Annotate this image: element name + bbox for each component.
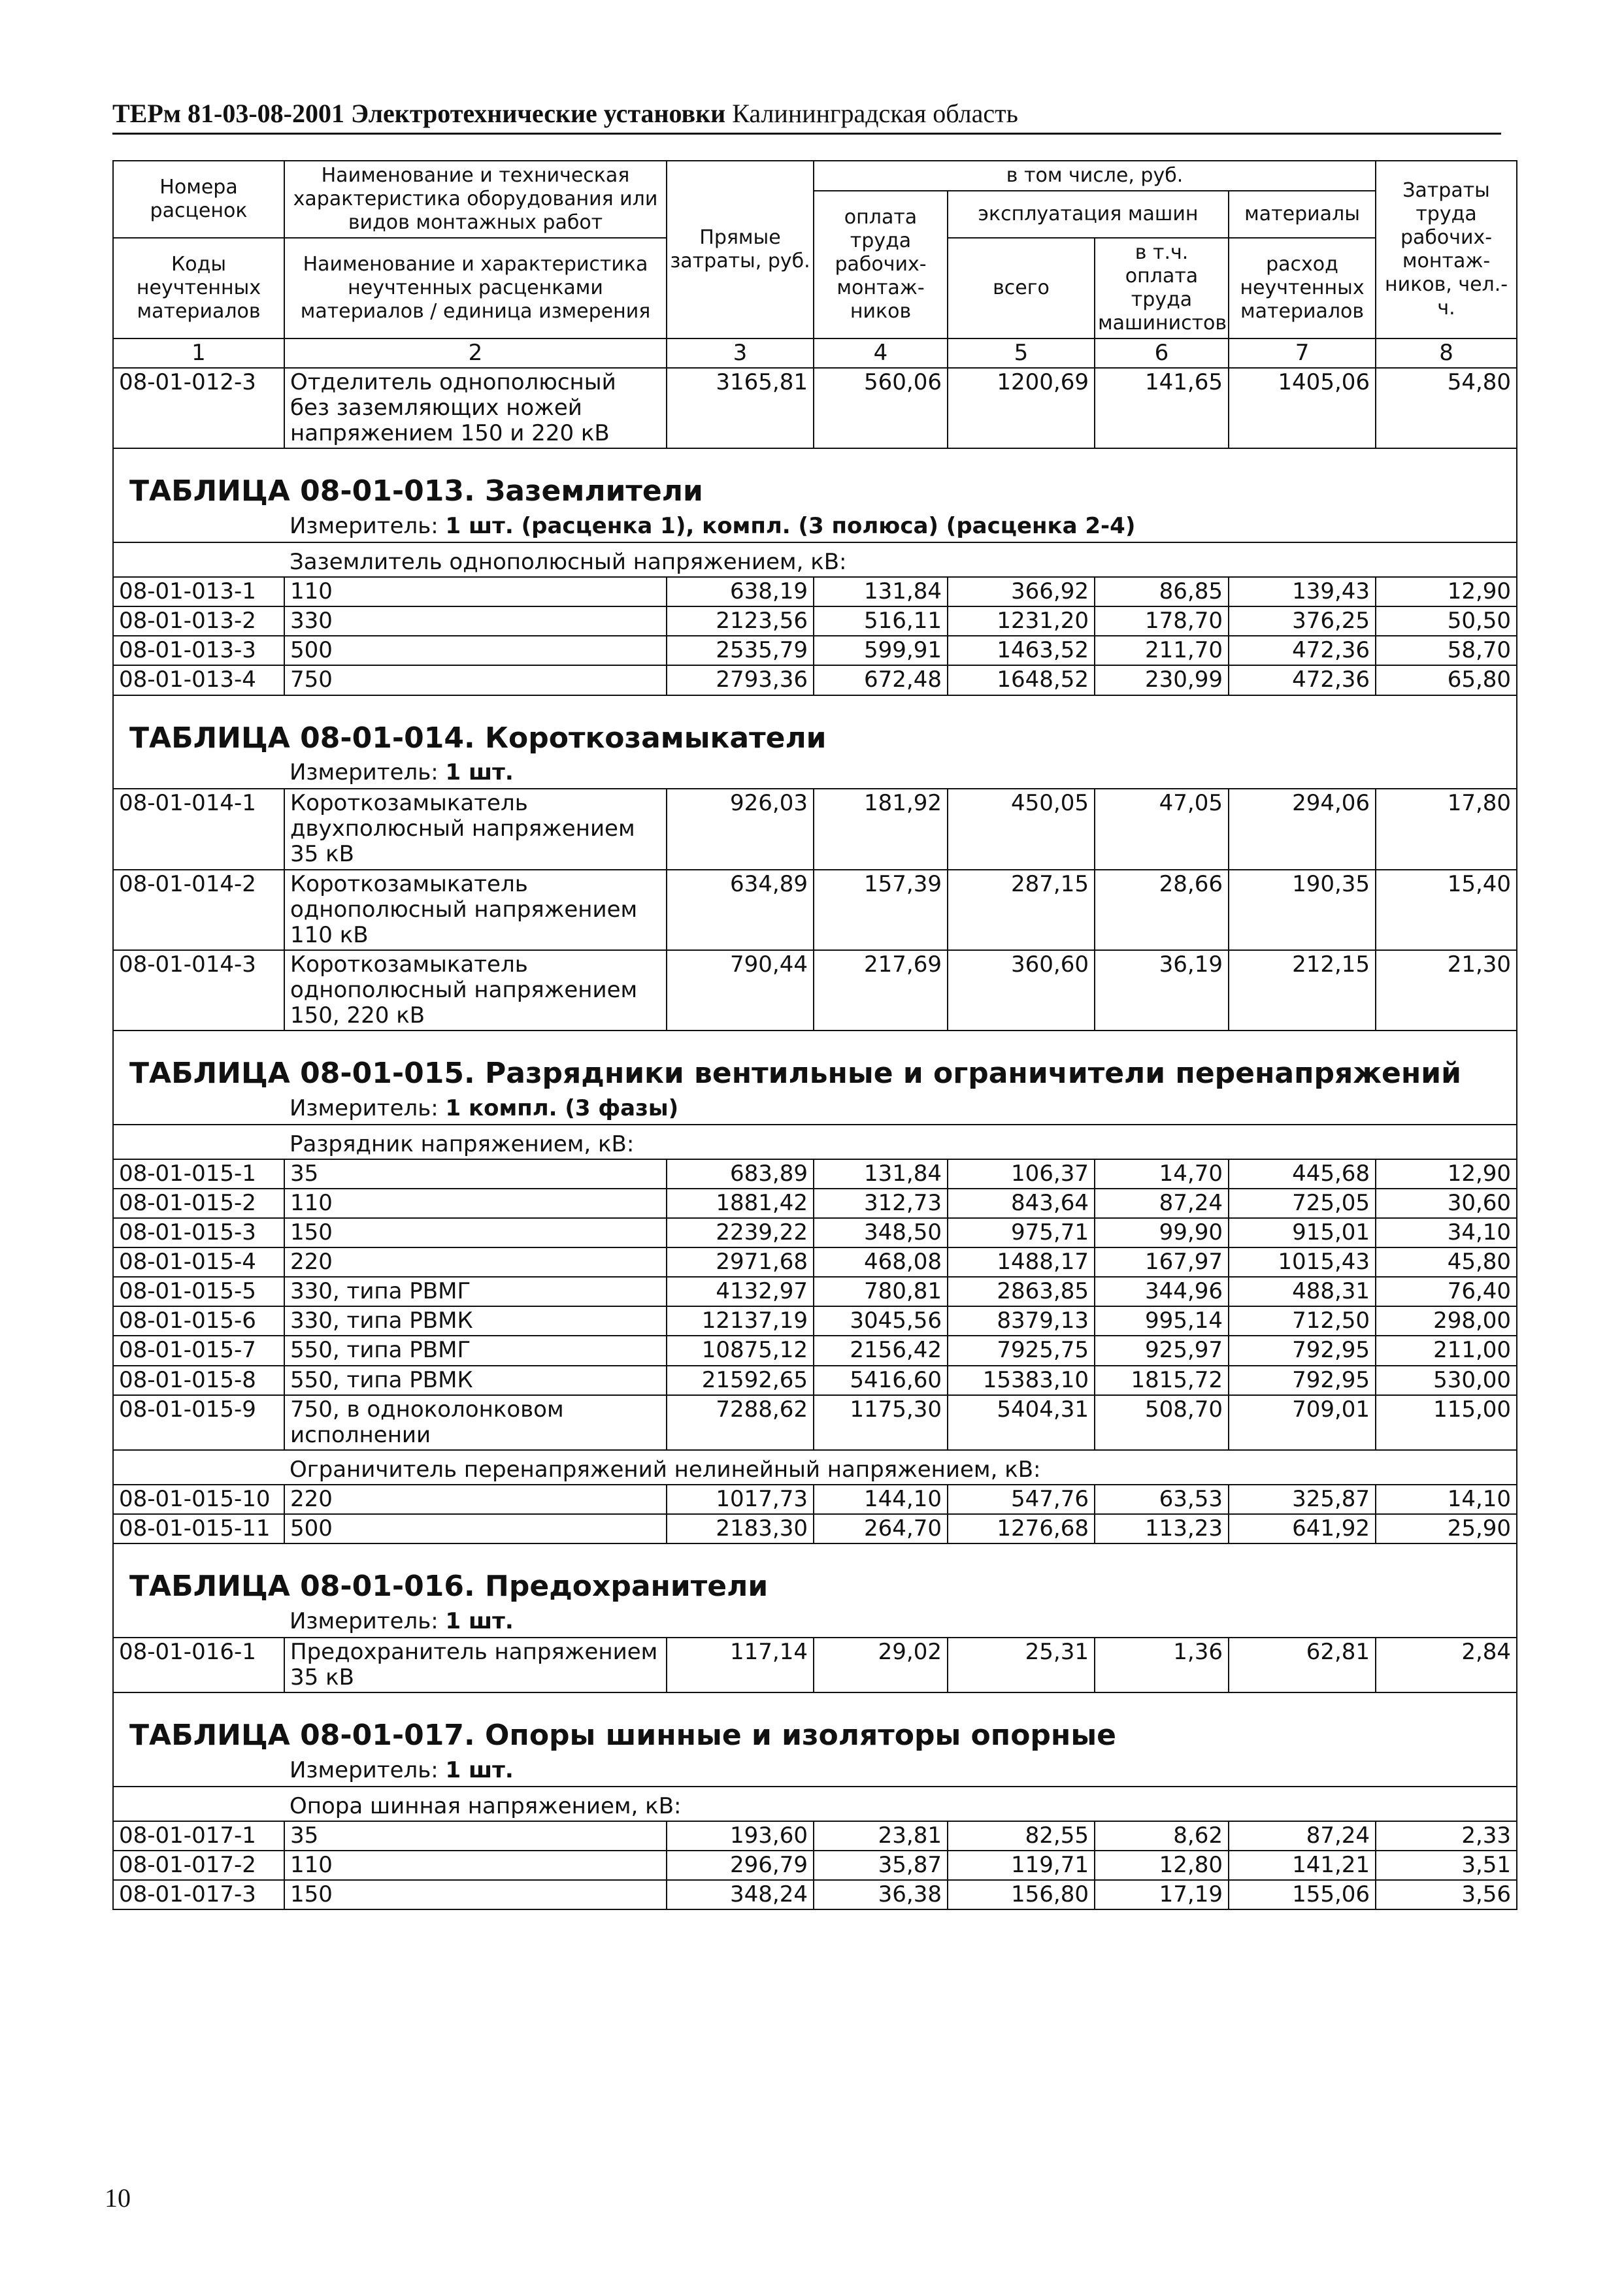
table-row bbox=[113, 1189, 1517, 1218]
direct-costs: 790,44 bbox=[667, 950, 814, 1031]
workers-pay: 264,70 bbox=[814, 1514, 948, 1543]
labor-hours: 25,90 bbox=[1376, 1514, 1517, 1543]
workers-pay: 157,39 bbox=[814, 870, 948, 950]
machinists-pay: 508,70 bbox=[1095, 1395, 1229, 1450]
group-spacer bbox=[113, 542, 284, 577]
group-spacer bbox=[113, 1787, 284, 1821]
rate-name: Короткозамыкатель однополюсный напряжением 150, 220 кВ bbox=[284, 950, 667, 1031]
machinists-pay: 211,70 bbox=[1095, 636, 1229, 665]
machines-total: 82,55 bbox=[948, 1821, 1095, 1851]
machinists-pay: 17,19 bbox=[1095, 1880, 1229, 1909]
measure-spacer bbox=[113, 512, 284, 542]
measure-text bbox=[284, 1608, 1517, 1638]
machinists-pay: 99,90 bbox=[1095, 1218, 1229, 1247]
measure-text bbox=[284, 1095, 1517, 1125]
table-row bbox=[113, 1851, 1517, 1880]
column-number: 6 bbox=[1095, 338, 1229, 368]
machinists-pay: 8,62 bbox=[1095, 1821, 1229, 1851]
rate-name: 500 bbox=[284, 1514, 667, 1543]
direct-costs: 21592,65 bbox=[667, 1366, 814, 1395]
machinists-pay: 47,05 bbox=[1095, 789, 1229, 869]
rate-code: 08-01-014-1 bbox=[113, 789, 284, 869]
labor-hours: 298,00 bbox=[1376, 1306, 1517, 1336]
document-title: Электротехнические установки bbox=[351, 99, 726, 128]
header-workers-pay: оплата труда рабочих-монтаж-ников bbox=[814, 191, 948, 338]
labor-hours: 34,10 bbox=[1376, 1218, 1517, 1247]
group-label-row bbox=[113, 542, 1517, 577]
rate-code: 08-01-015-1 bbox=[113, 1159, 284, 1189]
machinists-pay: 178,70 bbox=[1095, 606, 1229, 636]
table-row bbox=[113, 1395, 1517, 1450]
labor-hours: 12,90 bbox=[1376, 1159, 1517, 1189]
rate-name: 330, типа РВМГ bbox=[284, 1277, 667, 1306]
direct-costs: 348,24 bbox=[667, 1880, 814, 1909]
section-title-row bbox=[113, 1031, 1517, 1095]
materials-cost: 712,50 bbox=[1229, 1306, 1376, 1336]
workers-pay: 1175,30 bbox=[814, 1395, 948, 1450]
table-row bbox=[113, 1821, 1517, 1851]
machinists-pay: 14,70 bbox=[1095, 1159, 1229, 1189]
machines-total: 15383,10 bbox=[948, 1366, 1095, 1395]
direct-costs: 638,19 bbox=[667, 577, 814, 606]
rate-name: 550, типа РВМГ bbox=[284, 1336, 667, 1365]
direct-costs: 4132,97 bbox=[667, 1277, 814, 1306]
section-title: ТАБЛИЦА 08-01-016. Предохранители bbox=[113, 1543, 1517, 1608]
table-row bbox=[113, 606, 1517, 636]
workers-pay: 468,08 bbox=[814, 1247, 948, 1277]
rate-code: 08-01-015-9 bbox=[113, 1395, 284, 1450]
column-numbers-row bbox=[113, 338, 1517, 368]
rate-code: 08-01-015-7 bbox=[113, 1336, 284, 1365]
workers-pay: 780,81 bbox=[814, 1277, 948, 1306]
workers-pay: 23,81 bbox=[814, 1821, 948, 1851]
rate-name: 750 bbox=[284, 665, 667, 695]
rate-name: Предохранитель напряжением 35 кВ bbox=[284, 1638, 667, 1692]
materials-cost: 294,06 bbox=[1229, 789, 1376, 869]
rate-name: 550, типа РВМК bbox=[284, 1366, 667, 1395]
labor-hours: 65,80 bbox=[1376, 665, 1517, 695]
materials-cost: 155,06 bbox=[1229, 1880, 1376, 1909]
table-row bbox=[113, 1159, 1517, 1189]
rate-code: 08-01-015-3 bbox=[113, 1218, 284, 1247]
machines-total: 156,80 bbox=[948, 1880, 1095, 1909]
workers-pay: 36,38 bbox=[814, 1880, 948, 1909]
rate-code: 08-01-013-1 bbox=[113, 577, 284, 606]
measure-row bbox=[113, 1608, 1517, 1638]
materials-cost: 725,05 bbox=[1229, 1189, 1376, 1218]
rate-name: 110 bbox=[284, 577, 667, 606]
measure-text bbox=[284, 759, 1517, 789]
header-row-1 bbox=[113, 161, 1517, 191]
header-material-consumption: расход неучтенных материалов bbox=[1229, 238, 1376, 338]
machines-total: 843,64 bbox=[948, 1189, 1095, 1218]
workers-pay: 5416,60 bbox=[814, 1366, 948, 1395]
rate-code: 08-01-017-1 bbox=[113, 1821, 284, 1851]
rate-name: 35 bbox=[284, 1821, 667, 1851]
labor-hours: 14,10 bbox=[1376, 1485, 1517, 1514]
machines-total: 1463,52 bbox=[948, 636, 1095, 665]
rate-name: 330 bbox=[284, 606, 667, 636]
direct-costs: 193,60 bbox=[667, 1821, 814, 1851]
direct-costs: 2123,56 bbox=[667, 606, 814, 636]
workers-pay: 131,84 bbox=[814, 1159, 948, 1189]
machines-total: 1648,52 bbox=[948, 665, 1095, 695]
materials-cost: 641,92 bbox=[1229, 1514, 1376, 1543]
measure-text bbox=[284, 1757, 1517, 1787]
direct-costs: 296,79 bbox=[667, 1851, 814, 1880]
column-number: 1 bbox=[113, 338, 284, 368]
column-number: 7 bbox=[1229, 338, 1376, 368]
machines-total: 119,71 bbox=[948, 1851, 1095, 1880]
direct-costs: 1017,73 bbox=[667, 1485, 814, 1514]
machinists-pay: 925,97 bbox=[1095, 1336, 1229, 1365]
machines-total: 360,60 bbox=[948, 950, 1095, 1031]
materials-cost: 190,35 bbox=[1229, 870, 1376, 950]
table-row bbox=[113, 1485, 1517, 1514]
materials-cost: 915,01 bbox=[1229, 1218, 1376, 1247]
labor-hours: 45,80 bbox=[1376, 1247, 1517, 1277]
rate-name: Отделитель однополюсный без заземляющих ножей напряжением 150 и 220 кВ bbox=[284, 368, 667, 448]
labor-hours: 58,70 bbox=[1376, 636, 1517, 665]
table-row bbox=[113, 1638, 1517, 1692]
rate-name: 150 bbox=[284, 1218, 667, 1247]
labor-hours: 211,00 bbox=[1376, 1336, 1517, 1365]
rate-code: 08-01-015-4 bbox=[113, 1247, 284, 1277]
machinists-pay: 167,97 bbox=[1095, 1247, 1229, 1277]
workers-pay: 181,92 bbox=[814, 789, 948, 869]
machines-total: 25,31 bbox=[948, 1638, 1095, 1692]
machinists-pay: 63,53 bbox=[1095, 1485, 1229, 1514]
materials-cost: 212,15 bbox=[1229, 950, 1376, 1031]
rate-code: 08-01-015-11 bbox=[113, 1514, 284, 1543]
header-machines-total: всего bbox=[948, 238, 1095, 338]
direct-costs: 2239,22 bbox=[667, 1218, 814, 1247]
machinists-pay: 87,24 bbox=[1095, 1189, 1229, 1218]
section-title-row bbox=[113, 448, 1517, 512]
section-title: ТАБЛИЦА 08-01-017. Опоры шинные и изоляторы опорные bbox=[113, 1692, 1517, 1757]
materials-cost: 325,87 bbox=[1229, 1485, 1376, 1514]
table-row bbox=[113, 789, 1517, 869]
workers-pay: 35,87 bbox=[814, 1851, 948, 1880]
header-material-name: Наименование и характеристика неучтенных расценками материалов / единица измерения bbox=[284, 238, 667, 338]
machines-total: 8379,13 bbox=[948, 1306, 1095, 1336]
group-label-row bbox=[113, 1787, 1517, 1821]
labor-hours: 15,40 bbox=[1376, 870, 1517, 950]
workers-pay: 144,10 bbox=[814, 1485, 948, 1514]
machinists-pay: 1,36 bbox=[1095, 1638, 1229, 1692]
page-number: 10 bbox=[105, 2183, 131, 2213]
labor-hours: 3,56 bbox=[1376, 1880, 1517, 1909]
machines-total: 106,37 bbox=[948, 1159, 1095, 1189]
materials-cost: 709,01 bbox=[1229, 1395, 1376, 1450]
header-work-name: Наименование и техническая характеристика оборудования или видов монтажных работ bbox=[284, 161, 667, 238]
rate-code: 08-01-015-6 bbox=[113, 1306, 284, 1336]
direct-costs: 926,03 bbox=[667, 789, 814, 869]
workers-pay: 2156,42 bbox=[814, 1336, 948, 1365]
rate-name: Короткозамыкатель однополюсный напряжением 110 кВ bbox=[284, 870, 667, 950]
section-title-row bbox=[113, 1543, 1517, 1608]
rate-code: 08-01-013-2 bbox=[113, 606, 284, 636]
header-direct-costs: Прямые затраты, руб. bbox=[667, 161, 814, 338]
measure-row bbox=[113, 1095, 1517, 1125]
measure-label: Измеритель: bbox=[290, 1608, 439, 1634]
direct-costs: 12137,19 bbox=[667, 1306, 814, 1336]
machinists-pay: 86,85 bbox=[1095, 577, 1229, 606]
materials-cost: 472,36 bbox=[1229, 665, 1376, 695]
direct-costs: 1881,42 bbox=[667, 1189, 814, 1218]
materials-cost: 1405,06 bbox=[1229, 368, 1376, 448]
measure-value: 1 шт. (расценка 1), компл. (3 полюса) (расценка 2-4) bbox=[445, 512, 1136, 539]
header-materials: материалы bbox=[1229, 191, 1376, 238]
rate-name: 150 bbox=[284, 1880, 667, 1909]
direct-costs: 2535,79 bbox=[667, 636, 814, 665]
section-title: ТАБЛИЦА 08-01-015. Разрядники вентильные и ограничители перенапряжений bbox=[113, 1031, 1517, 1095]
document-code: ТЕРм 81-03-08-2001 bbox=[112, 99, 344, 128]
group-label-row bbox=[113, 1125, 1517, 1159]
rate-code: 08-01-017-2 bbox=[113, 1851, 284, 1880]
materials-cost: 87,24 bbox=[1229, 1821, 1376, 1851]
machines-total: 7925,75 bbox=[948, 1336, 1095, 1365]
header-rate-numbers: Номера расценок bbox=[113, 161, 284, 238]
header-in-total: в том числе, руб. bbox=[814, 161, 1376, 191]
measure-row bbox=[113, 512, 1517, 542]
rates-table bbox=[112, 160, 1517, 1910]
materials-cost: 376,25 bbox=[1229, 606, 1376, 636]
measure-value: 1 компл. (3 фазы) bbox=[445, 1095, 679, 1121]
table-row bbox=[113, 368, 1517, 448]
rate-code: 08-01-015-2 bbox=[113, 1189, 284, 1218]
group-label-row bbox=[113, 1450, 1517, 1485]
rate-name: 500 bbox=[284, 636, 667, 665]
labor-hours: 17,80 bbox=[1376, 789, 1517, 869]
machines-total: 2863,85 bbox=[948, 1277, 1095, 1306]
table-body bbox=[113, 161, 1517, 1909]
machinists-pay: 995,14 bbox=[1095, 1306, 1229, 1336]
labor-hours: 530,00 bbox=[1376, 1366, 1517, 1395]
group-label: Заземлитель однополюсный напряжением, кВ: bbox=[284, 542, 1517, 577]
group-spacer bbox=[113, 1125, 284, 1159]
measure-value: 1 шт. bbox=[445, 759, 514, 786]
direct-costs: 2971,68 bbox=[667, 1247, 814, 1277]
rate-name: 110 bbox=[284, 1851, 667, 1880]
column-number: 5 bbox=[948, 338, 1095, 368]
measure-label: Измеритель: bbox=[290, 759, 439, 786]
measure-spacer bbox=[113, 1608, 284, 1638]
direct-costs: 2793,36 bbox=[667, 665, 814, 695]
measure-label: Измеритель: bbox=[290, 1095, 439, 1121]
labor-hours: 76,40 bbox=[1376, 1277, 1517, 1306]
table-row bbox=[113, 1218, 1517, 1247]
rate-name: 330, типа РВМК bbox=[284, 1306, 667, 1336]
materials-cost: 62,81 bbox=[1229, 1638, 1376, 1692]
column-number: 3 bbox=[667, 338, 814, 368]
machinists-pay: 113,23 bbox=[1095, 1514, 1229, 1543]
direct-costs: 2183,30 bbox=[667, 1514, 814, 1543]
machines-total: 287,15 bbox=[948, 870, 1095, 950]
group-label: Опора шинная напряжением, кВ: bbox=[284, 1787, 1517, 1821]
column-number: 2 bbox=[284, 338, 667, 368]
workers-pay: 131,84 bbox=[814, 577, 948, 606]
materials-cost: 488,31 bbox=[1229, 1277, 1376, 1306]
measure-spacer bbox=[113, 759, 284, 789]
measure-spacer bbox=[113, 1095, 284, 1125]
rate-name: 220 bbox=[284, 1247, 667, 1277]
workers-pay: 29,02 bbox=[814, 1638, 948, 1692]
machinists-pay: 12,80 bbox=[1095, 1851, 1229, 1880]
column-number: 8 bbox=[1376, 338, 1517, 368]
section-title: ТАБЛИЦА 08-01-014. Короткозамыкатели bbox=[113, 695, 1517, 759]
table-row bbox=[113, 1336, 1517, 1365]
labor-hours: 12,90 bbox=[1376, 577, 1517, 606]
rate-name: 220 bbox=[284, 1485, 667, 1514]
labor-hours: 115,00 bbox=[1376, 1395, 1517, 1450]
labor-hours: 2,33 bbox=[1376, 1821, 1517, 1851]
machinists-pay: 141,65 bbox=[1095, 368, 1229, 448]
table-row bbox=[113, 870, 1517, 950]
machinists-pay: 36,19 bbox=[1095, 950, 1229, 1031]
rate-code: 08-01-013-4 bbox=[113, 665, 284, 695]
machines-total: 5404,31 bbox=[948, 1395, 1095, 1450]
machines-total: 1200,69 bbox=[948, 368, 1095, 448]
header-material-codes: Коды неучтенных материалов bbox=[113, 238, 284, 338]
workers-pay: 599,91 bbox=[814, 636, 948, 665]
table-row bbox=[113, 1366, 1517, 1395]
machines-total: 1488,17 bbox=[948, 1247, 1095, 1277]
machines-total: 1231,20 bbox=[948, 606, 1095, 636]
rate-name: 750, в одноколонковом исполнении bbox=[284, 1395, 667, 1450]
group-label: Ограничитель перенапряжений нелинейный напряжением, кВ: bbox=[284, 1450, 1517, 1485]
materials-cost: 792,95 bbox=[1229, 1366, 1376, 1395]
machinists-pay: 28,66 bbox=[1095, 870, 1229, 950]
direct-costs: 117,14 bbox=[667, 1638, 814, 1692]
machines-total: 450,05 bbox=[948, 789, 1095, 869]
direct-costs: 10875,12 bbox=[667, 1336, 814, 1365]
measure-row bbox=[113, 759, 1517, 789]
measure-label: Измеритель: bbox=[290, 1757, 439, 1783]
workers-pay: 312,73 bbox=[814, 1189, 948, 1218]
rate-code: 08-01-015-10 bbox=[113, 1485, 284, 1514]
workers-pay: 560,06 bbox=[814, 368, 948, 448]
machines-total: 975,71 bbox=[948, 1218, 1095, 1247]
workers-pay: 672,48 bbox=[814, 665, 948, 695]
document-region: Калининградская область bbox=[732, 99, 1018, 128]
measure-value: 1 шт. bbox=[445, 1757, 514, 1783]
labor-hours: 21,30 bbox=[1376, 950, 1517, 1031]
machinists-pay: 230,99 bbox=[1095, 665, 1229, 695]
direct-costs: 7288,62 bbox=[667, 1395, 814, 1450]
rate-code: 08-01-016-1 bbox=[113, 1638, 284, 1692]
machinists-pay: 344,96 bbox=[1095, 1277, 1229, 1306]
workers-pay: 3045,56 bbox=[814, 1306, 948, 1336]
rate-code: 08-01-012-3 bbox=[113, 368, 284, 448]
rate-name: 110 bbox=[284, 1189, 667, 1218]
group-label: Разрядник напряжением, кВ: bbox=[284, 1125, 1517, 1159]
materials-cost: 1015,43 bbox=[1229, 1247, 1376, 1277]
measure-spacer bbox=[113, 1757, 284, 1787]
table-row bbox=[113, 665, 1517, 695]
section-title: ТАБЛИЦА 08-01-013. Заземлители bbox=[113, 448, 1517, 512]
measure-row bbox=[113, 1757, 1517, 1787]
measure-label: Измеритель: bbox=[290, 512, 439, 539]
labor-hours: 3,51 bbox=[1376, 1851, 1517, 1880]
rate-name: Короткозамыкатель двухполюсный напряжением 35 кВ bbox=[284, 789, 667, 869]
rate-code: 08-01-014-2 bbox=[113, 870, 284, 950]
table-row bbox=[113, 1306, 1517, 1336]
table-row bbox=[113, 1277, 1517, 1306]
materials-cost: 141,21 bbox=[1229, 1851, 1376, 1880]
rate-name: 35 bbox=[284, 1159, 667, 1189]
header-labor-costs: Затраты труда рабочих-монтаж-ников, чел.-ч. bbox=[1376, 161, 1517, 338]
labor-hours: 30,60 bbox=[1376, 1189, 1517, 1218]
table-row bbox=[113, 1514, 1517, 1543]
direct-costs: 634,89 bbox=[667, 870, 814, 950]
machines-total: 1276,68 bbox=[948, 1514, 1095, 1543]
rate-code: 08-01-015-8 bbox=[113, 1366, 284, 1395]
section-title-row bbox=[113, 695, 1517, 759]
header-machinists-pay: в т.ч. оплата труда машинистов bbox=[1095, 238, 1229, 338]
direct-costs: 683,89 bbox=[667, 1159, 814, 1189]
materials-cost: 139,43 bbox=[1229, 577, 1376, 606]
materials-cost: 472,36 bbox=[1229, 636, 1376, 665]
section-title-row bbox=[113, 1692, 1517, 1757]
rate-code: 08-01-015-5 bbox=[113, 1277, 284, 1306]
group-spacer bbox=[113, 1450, 284, 1485]
materials-cost: 792,95 bbox=[1229, 1336, 1376, 1365]
direct-costs: 3165,81 bbox=[667, 368, 814, 448]
rate-code: 08-01-014-3 bbox=[113, 950, 284, 1031]
table-row bbox=[113, 950, 1517, 1031]
column-number: 4 bbox=[814, 338, 948, 368]
measure-value: 1 шт. bbox=[445, 1608, 514, 1634]
table-row bbox=[113, 1880, 1517, 1909]
labor-hours: 50,50 bbox=[1376, 606, 1517, 636]
materials-cost: 445,68 bbox=[1229, 1159, 1376, 1189]
labor-hours: 2,84 bbox=[1376, 1638, 1517, 1692]
measure-text bbox=[284, 512, 1517, 542]
table-row bbox=[113, 1247, 1517, 1277]
labor-hours: 54,80 bbox=[1376, 368, 1517, 448]
rate-code: 08-01-017-3 bbox=[113, 1880, 284, 1909]
machinists-pay: 1815,72 bbox=[1095, 1366, 1229, 1395]
header-machines: эксплуатация машин bbox=[948, 191, 1229, 238]
machines-total: 366,92 bbox=[948, 577, 1095, 606]
workers-pay: 516,11 bbox=[814, 606, 948, 636]
page-header bbox=[112, 98, 1501, 135]
rate-code: 08-01-013-3 bbox=[113, 636, 284, 665]
machines-total: 547,76 bbox=[948, 1485, 1095, 1514]
table-row bbox=[113, 577, 1517, 606]
workers-pay: 217,69 bbox=[814, 950, 948, 1031]
workers-pay: 348,50 bbox=[814, 1218, 948, 1247]
table-row bbox=[113, 636, 1517, 665]
